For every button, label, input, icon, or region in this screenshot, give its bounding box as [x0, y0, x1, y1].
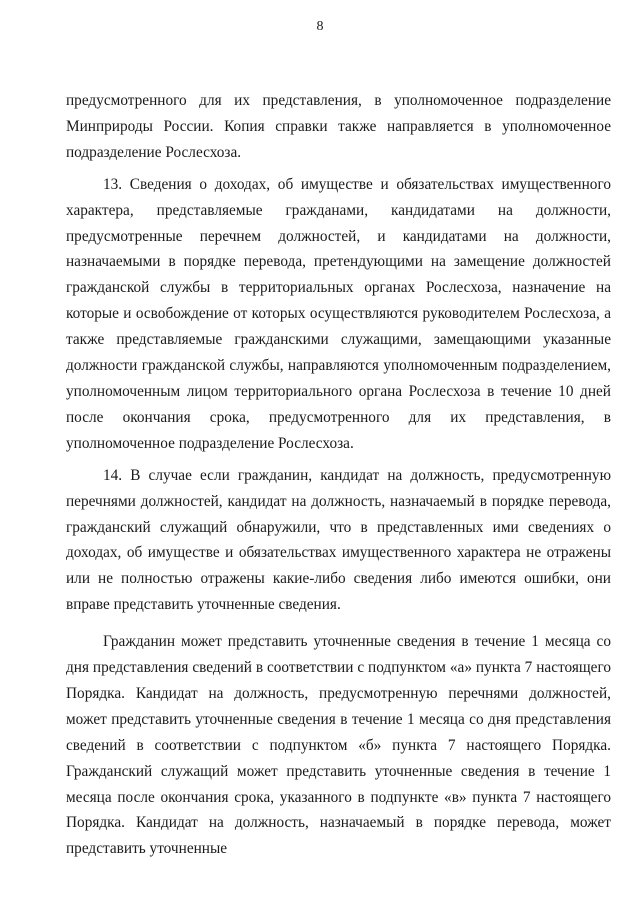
paragraph-clarification-terms: Гражданин может представить уточненные сведения в течение 1 месяца со дня представления сведений в соответствии с подпунктом «а» пункта 7 настоящего Порядка. Кандидат на должность, предусмотренную перечнями должностей, может представить уточненные сведения в течение 1 месяца со дня представления сведений в соответствии с подпунктом «б» пункта 7 настоящего Порядка. Гражданский служащий может представить уточненные сведения в течение 1 месяца после окончания срока, указанного в подпункте «в» пункта 7 настоящего Порядка. Кандидат на должность, назначаемый в порядке перевода, может представить уточненные	[66, 633, 611, 858]
paragraph-14: 14. В случае если гражданин, кандидат на должность, предусмотренную перечнями должностей, кандидат на должность, назначаемый в порядке перевода, гражданский служащий обнаружили, что в представленных ими сведениях о доходах, об имуществе и обязательствах имущественного характера не отражены или не полностью отражены какие-либо сведения либо имеются ошибки, они вправе представить уточненные сведения.	[66, 466, 611, 614]
page-number: 8	[316, 19, 324, 34]
paragraph-continuation: предусмотренного для их представления, в уполномоченное подразделение Минприроды России. Копия справки также направляется в уполномоченное подразделение Рослесхоза.	[66, 92, 611, 161]
document-body	[66, 88, 611, 862]
paragraph-13: 13. Сведения о доходах, об имуществе и обязательствах имущественного характера, представляемые гражданами, кандидатами на должности, предусмотренные перечнем должностей, и кандидатами на должности, назначаемыми в порядке перевода, претендующими на замещение должностей гражданской службы в территориальных органах Рослесхоза, назначение на которые и освобождение от которых осуществляются руководителем Рослесхоза, а также представляемые гражданскими служащими, замещающими указанные должности гражданской службы, направляются уполномоченным подразделением, уполномоченным лицом территориального органа Рослесхоза в течение 10 дней после окончания срока, предусмотренного для их представления, в уполномоченное подразделение Рослесхоза.	[66, 175, 611, 452]
